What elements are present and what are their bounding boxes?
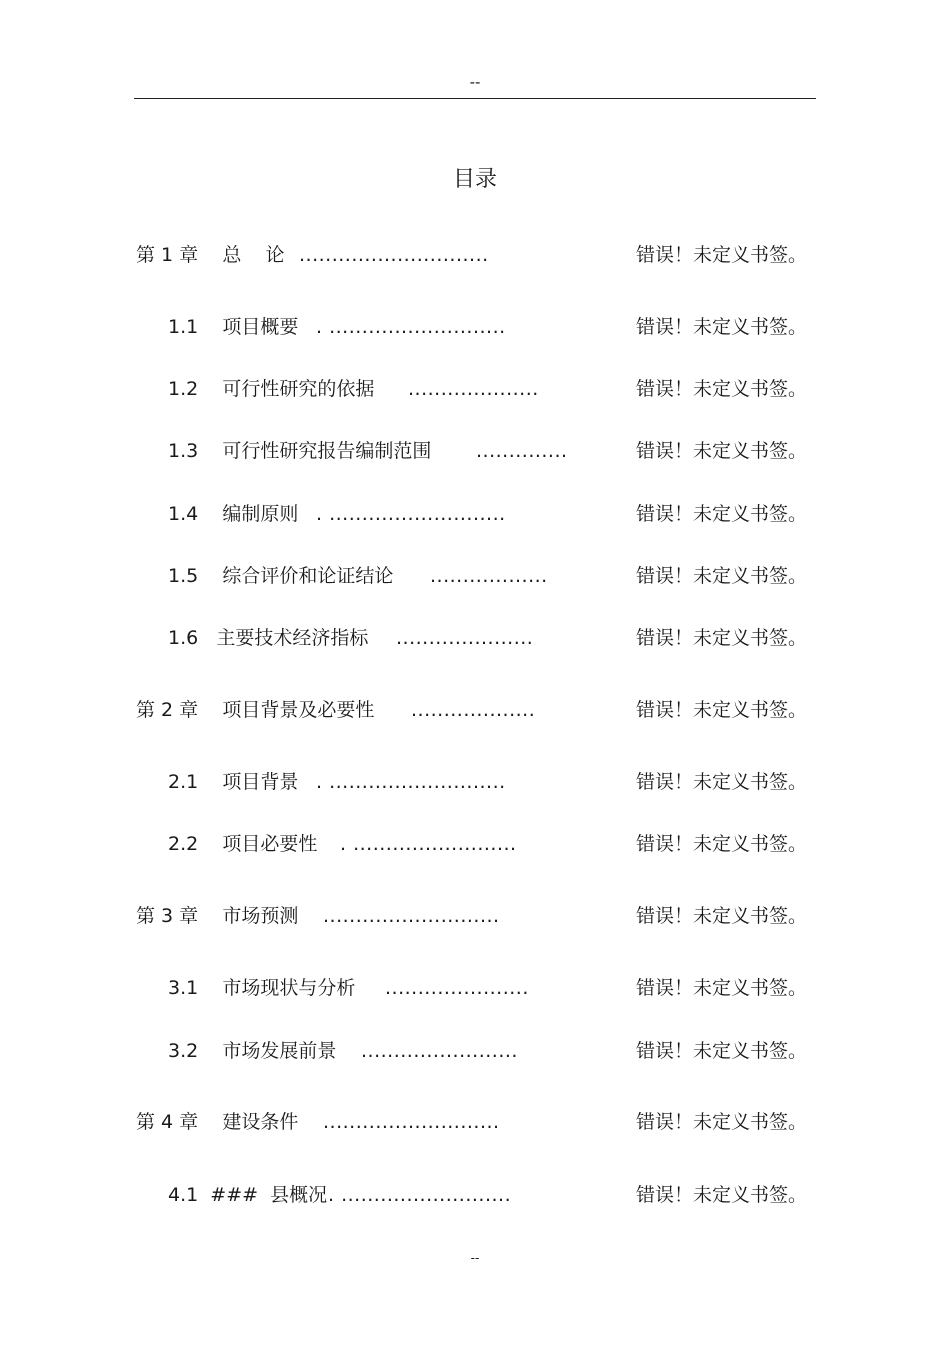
toc-entry-leader-dots: ...................... [385,977,529,999]
toc-entry-page-ref: 错误！未定义书签。 [636,905,808,927]
toc-entry-leader-dots: ..................... [396,627,534,649]
toc-entry-page-ref: 错误！未定义书签。 [636,316,808,338]
toc-entry-page-ref: 错误！未定义书签。 [636,1111,808,1133]
toc-entry-label: 第 2 章 项目背景及必要性 [136,699,375,721]
toc-entry-page-ref: 错误！未定义书签。 [636,1184,808,1206]
toc-entry-page-ref: 错误！未定义书签。 [636,440,808,462]
toc-entry-label: 3.2 市场发展前景 [168,1040,337,1062]
header-divider [134,98,816,99]
toc-entry-leader-dots: .................... [408,378,539,400]
toc-entry-page-ref: 错误！未定义书签。 [636,627,808,649]
toc-entry-label: 第 1 章 总 论 [136,244,285,266]
page-header-mark: -- [469,73,481,91]
toc-entry-2-1[interactable] [0,767,950,797]
toc-entry-leader-dots: . .......................... [328,1184,512,1206]
toc-entry-chapter-2[interactable] [0,695,950,725]
toc-entry-leader-dots: . ........................... [316,316,506,338]
page-footer-mark: -- [470,1251,480,1265]
toc-entry-2-2[interactable] [0,829,950,859]
toc-entry-3-1[interactable] [0,973,950,1003]
toc-entry-1-5[interactable] [0,561,950,591]
toc-entry-1-6[interactable] [0,623,950,653]
toc-entry-label: 1.6 主要技术经济指标 [168,627,369,649]
toc-entry-leader-dots: . ........................... [316,503,506,525]
toc-title: 目录 [452,167,497,192]
toc-entry-page-ref: 错误！未定义书签。 [636,771,808,793]
toc-entry-label: 1.2 可行性研究的依据 [168,378,375,400]
toc-entry-4-1[interactable] [0,1180,950,1210]
toc-entry-leader-dots: . ........................... [316,771,506,793]
toc-entry-chapter-3[interactable] [0,901,950,931]
toc-entry-3-2[interactable] [0,1036,950,1066]
toc-entry-page-ref: 错误！未定义书签。 [636,378,808,400]
toc-entry-label: 1.1 项目概要 [168,316,299,338]
toc-entry-page-ref: 错误！未定义书签。 [636,977,808,999]
toc-entry-leader-dots: . ......................... [340,833,517,855]
toc-entry-leader-dots: ........................... [323,905,500,927]
toc-entry-page-ref: 错误！未定义书签。 [636,699,808,721]
toc-entry-leader-dots: .............. [476,440,568,462]
toc-entry-chapter-1[interactable] [0,240,950,270]
toc-entry-1-4[interactable] [0,499,950,529]
toc-entry-page-ref: 错误！未定义书签。 [636,244,808,266]
toc-entry-label: 4.1 ### 县概况 [168,1184,328,1206]
toc-entry-label: 2.2 项目必要性 [168,833,318,855]
toc-entry-page-ref: 错误！未定义书签。 [636,833,808,855]
toc-entry-label: 第 3 章 市场预测 [136,905,299,927]
toc-entry-1-1[interactable] [0,312,950,342]
toc-entry-leader-dots: ........................... [323,1111,500,1133]
toc-entry-page-ref: 错误！未定义书签。 [636,1040,808,1062]
toc-entry-label: 3.1 市场现状与分析 [168,977,356,999]
toc-entry-leader-dots: .................. [430,565,548,587]
toc-entry-label: 2.1 项目背景 [168,771,299,793]
toc-entry-1-3[interactable] [0,436,950,466]
toc-entry-label: 1.5 综合评价和论证结论 [168,565,394,587]
toc-entry-label: 1.4 编制原则 [168,503,299,525]
toc-entry-leader-dots: ............................. [299,244,489,266]
toc-entry-label: 第 4 章 建设条件 [136,1111,299,1133]
toc-entry-leader-dots: ................... [411,699,536,721]
toc-entry-page-ref: 错误！未定义书签。 [636,503,808,525]
toc-entry-chapter-4[interactable] [0,1107,950,1137]
toc-entry-leader-dots: ........................ [361,1040,518,1062]
toc-entry-page-ref: 错误！未定义书签。 [636,565,808,587]
toc-entry-label: 1.3 可行性研究报告编制范围 [168,440,432,462]
toc-entry-1-2[interactable] [0,374,950,404]
